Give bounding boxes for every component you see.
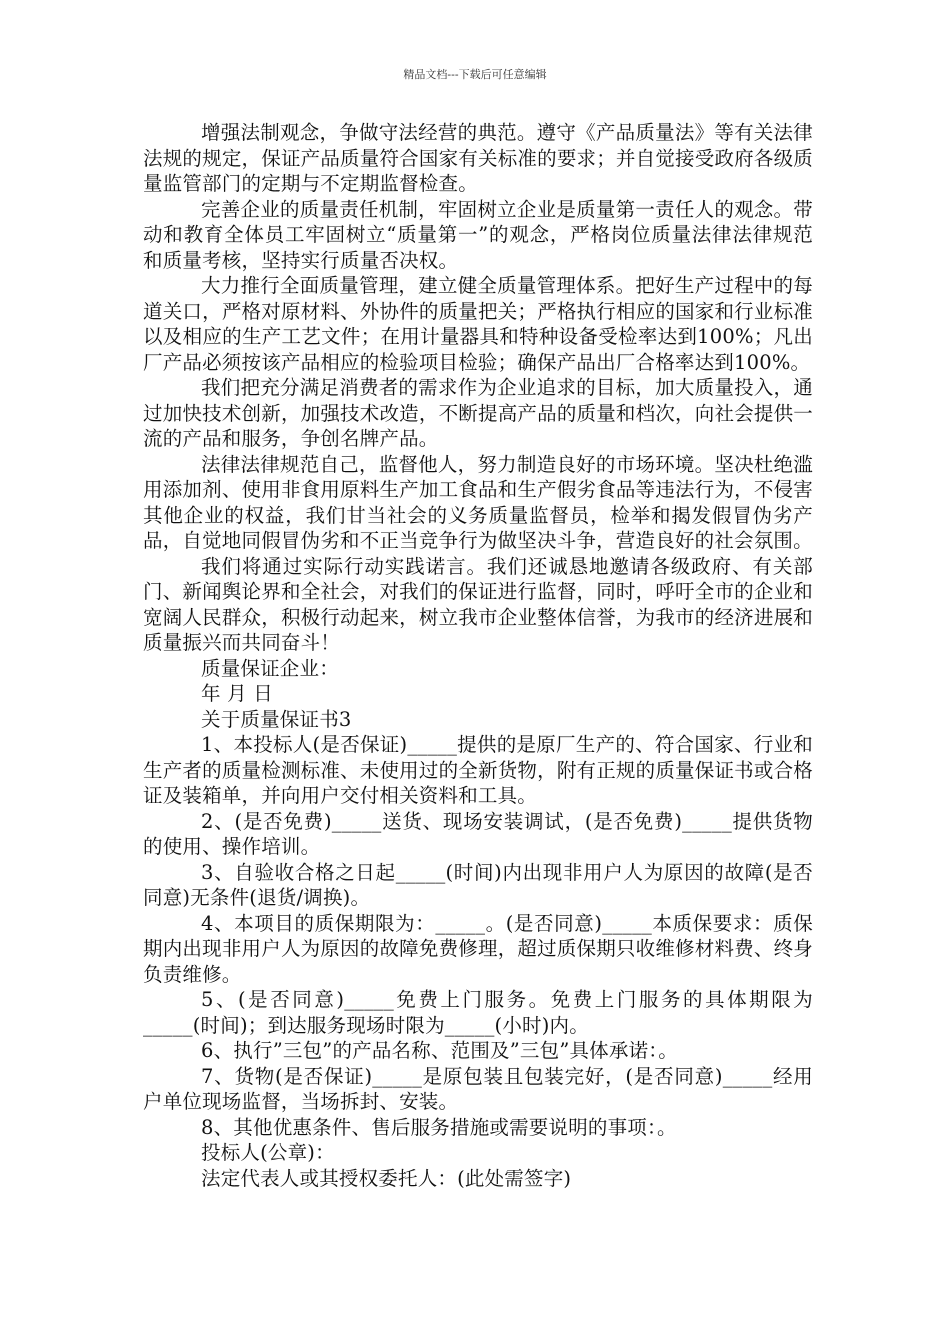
paragraph: 完善企业的质量责任机制，牢固树立企业是质量第一责任人的观念。带动和教育全体员工牢固树立“质量第一”的观念，严格岗位质量法律法律规范和质量考核，坚持实行质量否决权。: [143, 197, 813, 272]
list-item: 5、(是否同意)_____免费上门服务。免费上门服务的具体期限为_____(时间)；到达服务现场时限为_____(小时)内。: [143, 988, 813, 1037]
list-item: 4、本项目的质保期限为：_____。(是否同意)_____本质保要求：质保期内出现非用户人为原因的故障免费修理，超过质保期只收维修材料费、终身负责维修。: [143, 911, 813, 986]
list-item: 6、执行”三包”的产品名称、范围及”三包”具体承诺：。: [201, 1039, 678, 1062]
section-title: 关于质量保证书3: [201, 707, 352, 731]
paragraph: 我们把充分满足消费者的需求作为企业追求的目标，加大质量投入，通过加快技术创新，加强技术改造，不断提高产品的质量和档次，向社会提供一流的产品和服务，争创名牌产品。: [143, 376, 813, 450]
list-item: 3、自验收合格之日起_____(时间)内出现非用户人为原因的故障(是否同意)无条件(退货/调换)。: [143, 860, 813, 909]
paragraph: 我们将通过实际行动实践诺言。我们还诚恳地邀请各级政府、有关部门、新闻舆论界和全社会，对我们的保证进行监督，同时，呼吁全市的企业和宽阔人民群众，积极行动起来，树立我市企业整体信誉，为我市的经济进展和质量振兴而共同奋斗！: [143, 554, 813, 654]
document-body: [143, 120, 813, 1191]
page-header: 精品文档---下载后可任意编辑: [403, 68, 547, 81]
paragraph: 大力推行全面质量管理，建立健全质量管理体系。把好生产过程中的每道关口，严格对原材料、外协件的质量把关；严格执行相应的国家和行业标准以及相应的生产工艺文件；在用计量器具和特种设备受检率达到100%；凡出厂产品必须按该产品相应的检验项目检验；确保产品出厂合格率达到100%。: [143, 274, 813, 374]
paragraph: 增强法制观念，争做守法经营的典范。遵守《产品质量法》等有关法律法规的规定，保证产品质量符合国家有关标准的要求；并自觉接受政府各级质量监管部门的定期与不定期监督检查。: [143, 121, 813, 195]
list-item: 1、本投标人(是否保证)_____提供的是原厂生产的、符合国家、行业和生产者的质量检测标准、未使用过的全新货物，附有正规的质量保证书或合格证及装箱单，并向用户交付相关资料和工具。: [143, 733, 813, 807]
list-item: 8、其他优惠条件、售后服务措施或需要说明的事项：。: [201, 1115, 677, 1139]
signature-company-line: 质量保证企业：: [201, 656, 339, 680]
bidder-seal-line: 投标人(公章)：: [201, 1141, 335, 1164]
paragraph: 法律法律规范自己，监督他人，努力制造良好的市场环境。坚决杜绝滥用添加剂、使用非食用原料生产加工食品和生产假劣食品等违法行为，不侵害其他企业的权益，我们甘当社会的义务质量监督员，检举和揭发假冒伪劣产品，自觉地同假冒伪劣和不正当竞争行为做坚决斗争，营造良好的社会氛围。: [143, 452, 813, 552]
date-line: 年 月 日: [201, 682, 273, 705]
list-item: 7、货物(是否保证)_____是原包装且包装完好，(是否同意)_____经用户单位现场监督，当场拆封、安装。: [143, 1064, 813, 1113]
representative-signature-line: 法定代表人或其授权委托人：(此处需签字): [201, 1166, 572, 1190]
list-item: 2、(是否免费)_____送货、现场安装调试，(是否免费)_____提供货物的使用、操作培训。: [143, 809, 813, 858]
